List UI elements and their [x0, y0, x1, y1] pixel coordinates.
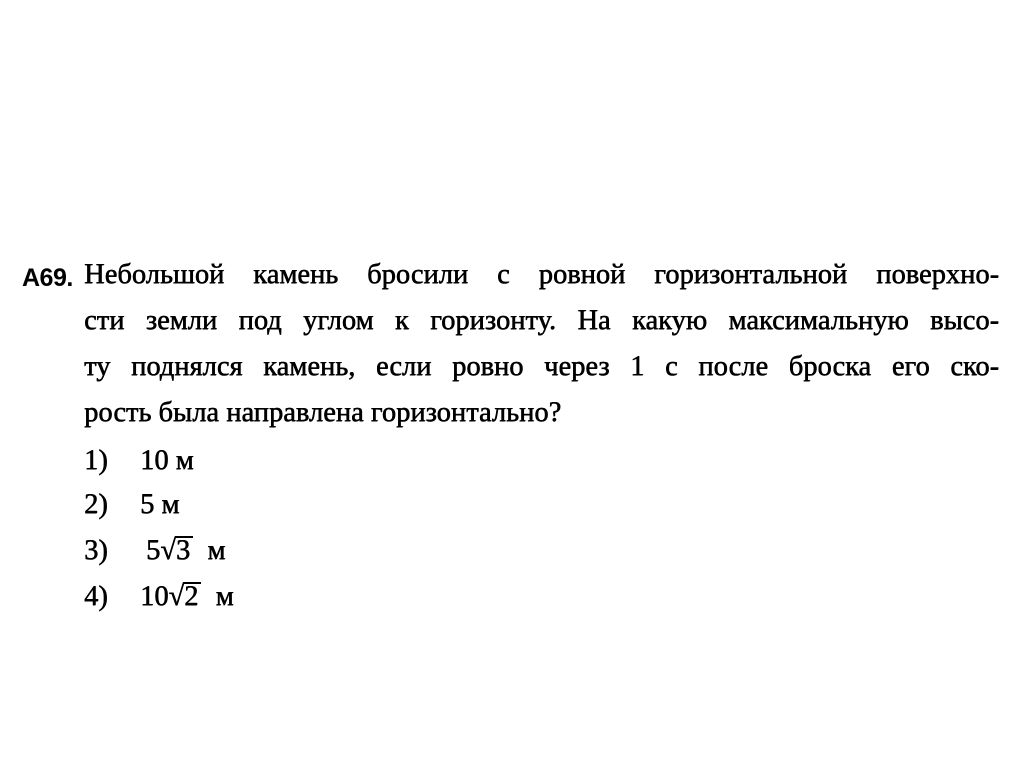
option-coefficient: 5	[146, 535, 161, 566]
option-value: 10	[140, 445, 169, 476]
option-unit: м	[175, 445, 194, 476]
radical-sign-icon: √	[168, 581, 185, 612]
option-number: 4)	[84, 581, 108, 612]
option-unit: м	[215, 581, 234, 612]
answer-option-4	[84, 580, 234, 614]
radical-sign-icon: √	[160, 535, 176, 566]
problem-text-line: сти земли под углом к горизонту. На какую максимальную высо-	[84, 305, 999, 336]
radicand: 2	[183, 582, 201, 610]
answer-option-2	[84, 488, 179, 522]
option-number: 1)	[84, 445, 108, 476]
problem-label: A69.	[22, 264, 73, 292]
square-root	[169, 580, 202, 614]
square-root	[160, 534, 193, 568]
option-coefficient: 10	[140, 581, 169, 612]
answer-option-3	[84, 534, 225, 568]
problem-text-line: рость была направлена горизонтально?	[84, 397, 562, 428]
option-unit: м	[207, 535, 226, 566]
option-number: 3)	[84, 535, 108, 566]
option-number: 2)	[84, 489, 108, 520]
problem-text-line: ту поднялся камень, если ровно через 1 с после броска его ско-	[84, 351, 999, 382]
answer-option-1	[84, 444, 194, 478]
radicand: 3	[175, 536, 193, 564]
problem-text-line: Небольшой камень бросили с ровной горизонтальной поверхно-	[84, 259, 999, 290]
option-unit: м	[161, 489, 180, 520]
option-value: 5	[140, 489, 155, 520]
